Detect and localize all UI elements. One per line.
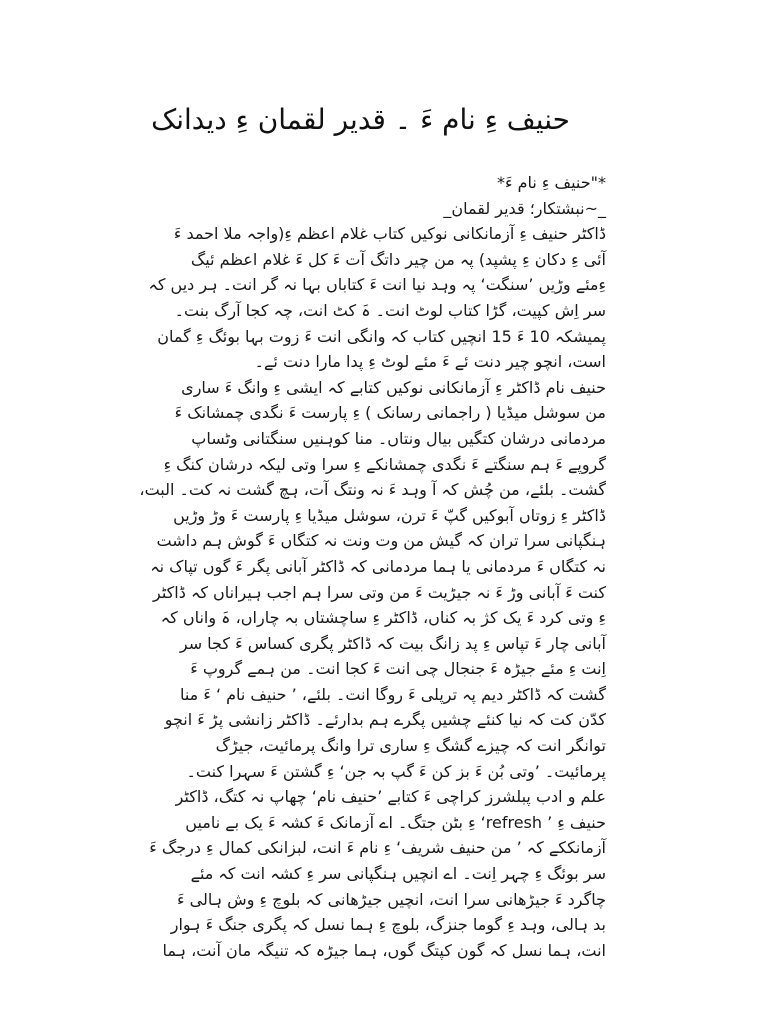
text-line: ڈاکٹر حنیف ءِ آزمانکانی نوکیں کتاب غلام اعظم ءِ(واجہ ملا احمد ءَ	[173, 224, 606, 244]
text-line: نہ کتگاں ءَ مردمانی یا ہما مردمانی کہ ڈاکٹر آبانی پگر ءَ گوں تپاک نہ	[150, 556, 606, 576]
text-line: من سوشل میڈیا ( راجمانی رسانک ) ءِ پارست ءَ نگدی چمشانک ءَ	[174, 403, 606, 423]
article-body	[139, 170, 606, 963]
text-line: مردمانی درشان کتگیں بیال ونتاں۔ منا کوہنیں سنگتانی وٹساپ	[191, 428, 606, 448]
text-line: آئی ءِ دکان ءِ پشپد) پہ من چیر داتگ آت ءَ کل ءَ غلام اعظم ئیگ	[190, 249, 606, 269]
text-line: سر اِش کپیت، گڑا کتاب لوٹ انت۔ ہَ کٹ انت، چہ کجا آرگ بنت۔	[174, 300, 606, 320]
text-line: پرمائیت۔ ’وتی بُن ءَ بز کن ءَ گپ بہ جن‘ ءِ گشتن ءَ سہرا کنت۔	[186, 761, 606, 781]
text-line: گشت۔ بلئے، من چُش کہ آ وہد ءَ نہ ونتگ آت، ہچ گشت نہ کت۔ البت،	[139, 480, 606, 500]
text-line: ءِ وتی کرد ءَ یک کژ بہ کناں، ڈاکٹر ءِ ساچشتاں بہ چاراں، ہَ واناں کہ	[160, 608, 606, 628]
text-line: توانگر انت کہ چیزے گشگ ءِ ساری ترا وانگ پرمائیت، جیڑگ	[215, 736, 606, 756]
text-line: انت، ہما نسل کہ گون کپتگ گوں، ہما جیڑہ کہ تنیگہ مان آنت، ہما	[162, 940, 606, 960]
text-line: کدّن کت کہ نیا کنئے چشیں پگرے ہم بدارئے۔ ڈاکٹر زانشی پڑ ءَ انچو	[164, 710, 606, 730]
text-line: کنت ءَ آبانی وڑ ءَ نہ جیڑیت ءَ من وتی سرا ہم اجب ہیراناں کہ ڈاکٹر	[153, 582, 606, 602]
text-line: ہنگپانی سرا تران کہ گیش من وت ونت نہ کتگاں ءَ گوش ہم داشت	[156, 531, 606, 551]
text-line: حنیف ءِ ’ refresh‘ ءِ بٹن جتگ۔ اے آزمانک ءَ کشہ ءَ یک بے نامیں	[185, 812, 606, 832]
text-line: بد ہالی، وہد ءِ گوما جنزگ، بلوچ ءِ ہما نسل کہ پگری جنگ ءَ ہوار	[170, 915, 606, 935]
text-line: ءِمئے وڑیں ’سنگت‘ پہ وہد نیا انت ءَ کتاباں بہا نہ گر انت۔ ہر دیں کہ	[148, 275, 606, 295]
text-line: علم و ادب پبلشرز کراچی ءَ کتابے ’حنیف نام‘ چھاپ نہ کتگ، ڈاکٹر	[175, 787, 606, 807]
text-line: *"حنیف ءِ نام ءَ*	[496, 173, 606, 192]
text-line: است، انچو چیر دنت ئے ءَ مئے لوٹ ءِ پدا مارا دنت ئے۔	[254, 352, 606, 372]
text-line: آزمانککے کہ ’ من حنیف شریف‘ ءِ نام ءَ انت، لبزانکی کمال ءِ درجگ ءَ	[149, 838, 606, 858]
text-line: اِنت ءِ مئے جیڑہ ءَ جنجال چی انت ءَ کجا انت۔ من ہمے گروپ ءَ	[190, 659, 606, 679]
text-line: گشت کہ ڈاکٹر دیم پہ ترپلی ءَ روگا انت۔ بلئے، ’ حنیف نام ‘ ءَ منا	[179, 684, 606, 704]
text-line: _~نبشتکار؛ قدیر لقمان_	[443, 198, 606, 218]
text-line: آبانی چار ءَ تپاس ءِ پد زانگ بیت کہ ڈاکٹر پگری کساس ءَ کجا سر	[179, 633, 606, 653]
page-title: حنیف ءِ نام ءَ ۔ قدیر لقمان ءِ دیدانک	[151, 103, 570, 136]
text-line: سر بوئگ ءِ چہر اِنت۔ اے انچیں ہنگپانی سر ءِ کشہ انت کہ مئے	[190, 864, 606, 884]
text-line: پمیشکہ 10 ءَ 15 انچیں کتاب کہ وانگی انت ءَ زوت بہا بوئگ ءِ گمان	[157, 326, 606, 346]
text-line: گروپے ءَ ہم سنگتے ءَ نگدی چمشانکے ءِ سرا وتی لیکہ درشان کنگ ءِ	[163, 454, 606, 474]
text-line: حنیف نام ڈاکٹر ءِ آزمانکانی نوکیں کتابے کہ ایشی ءِ وانگ ءَ ساری	[181, 377, 606, 397]
text-line: چاگرد ءَ جیڑھانی سرا انت، انچیں جیڑھانی کہ بلوچ ءِ وش ہالی ءَ	[177, 889, 606, 909]
text-line: ڈاکٹر ءِ زوتاں آبوکیں گپّ ءَ ترن، سوشل میڈیا ءِ پارست ءَ وڑ وڑیں	[173, 505, 606, 525]
